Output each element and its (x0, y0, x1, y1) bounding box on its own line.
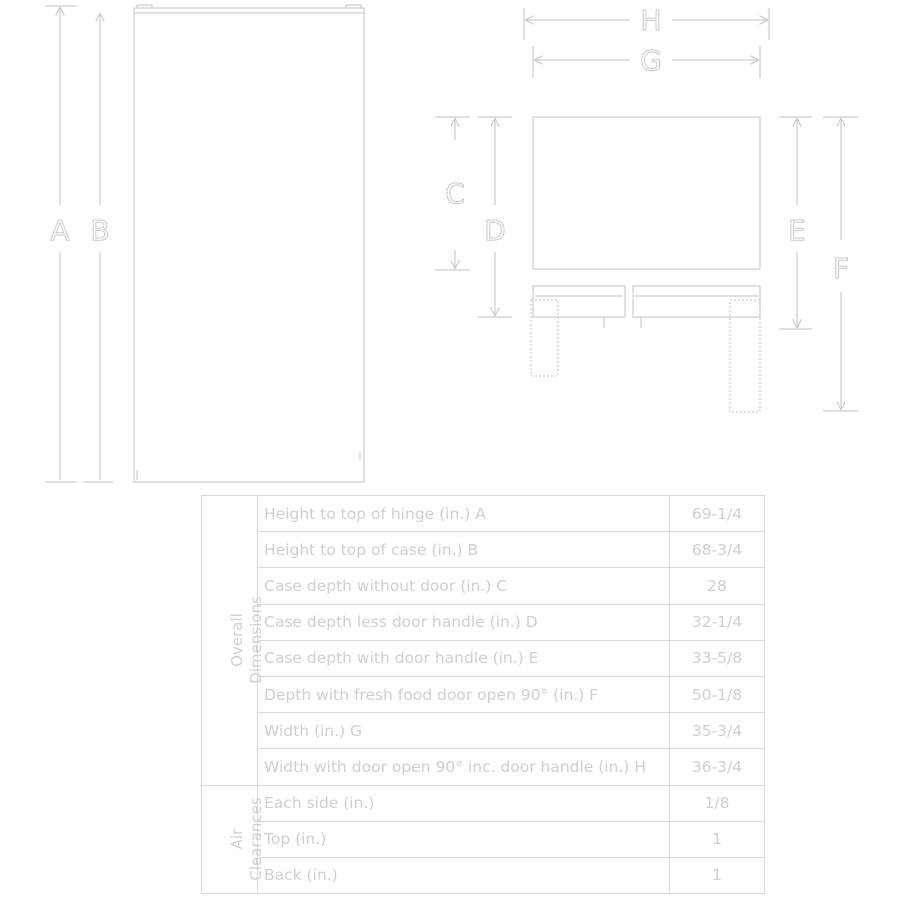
row-label: Height to top of case (in.) B (258, 532, 670, 568)
table-row (202, 713, 765, 749)
front-view (45, 5, 364, 482)
group-header-overall-dimensions (202, 496, 265, 786)
dimension-a (45, 6, 76, 482)
label-b: B (90, 214, 110, 247)
dimension-c (435, 117, 470, 270)
dimensions-table (201, 495, 765, 894)
air-clearances-group (202, 785, 765, 894)
group-header-air-clearances (202, 785, 265, 894)
dimension-d (478, 117, 512, 317)
dimension-g (533, 44, 760, 78)
label-a: A (50, 214, 70, 247)
row-label: Top (in.) (258, 821, 670, 857)
row-label: Case depth without door (in.) C (258, 568, 670, 604)
row-label: Depth with fresh food door open 90° (in.) F (258, 676, 670, 712)
row-value: 1 (670, 821, 765, 857)
row-value: 1 (670, 857, 765, 893)
label-f: F (832, 252, 850, 285)
label-e: E (788, 214, 806, 247)
row-label: Case depth with door handle (in.) E (258, 640, 670, 676)
table-row (202, 676, 765, 712)
table-row (202, 640, 765, 676)
table-row (202, 568, 765, 604)
table-row (202, 496, 765, 532)
table-row (202, 785, 765, 821)
row-value: 69-1/4 (670, 496, 765, 532)
label-d: D (484, 214, 506, 247)
row-label: Height to top of hinge (in.) A (258, 496, 670, 532)
top-view (435, 4, 858, 412)
row-value: 28 (670, 568, 765, 604)
dimension-h (524, 4, 769, 40)
row-value: 36-3/4 (670, 749, 765, 785)
table-row (202, 857, 765, 893)
refrigerator-top-outline (531, 117, 760, 412)
dimension-f (823, 117, 858, 411)
row-value: 68-3/4 (670, 532, 765, 568)
table-row (202, 749, 765, 785)
group-title: Air Clearances (228, 797, 265, 881)
row-value: 35-3/4 (670, 713, 765, 749)
table-row (202, 821, 765, 857)
table-row (202, 604, 765, 640)
dimension-e (779, 117, 812, 329)
row-label: Back (in.) (258, 857, 670, 893)
row-label: Width with door open 90° inc. door handle (in.) H (258, 749, 670, 785)
label-c: C (445, 177, 465, 210)
refrigerator-front-outline (134, 5, 364, 482)
row-label: Each side (in.) (258, 785, 670, 821)
label-g: G (640, 44, 662, 77)
row-label: Case depth less door handle (in.) D (258, 604, 670, 640)
overall-dimensions-group (202, 496, 765, 786)
row-value: 32-1/4 (670, 604, 765, 640)
group-title: Overall Dimensions (228, 596, 265, 685)
dimension-b (84, 14, 113, 482)
table-row (202, 532, 765, 568)
row-value: 1/8 (670, 785, 765, 821)
row-value: 50-1/8 (670, 676, 765, 712)
row-value: 33-5/8 (670, 640, 765, 676)
row-label: Width (in.) G (258, 713, 670, 749)
label-h: H (640, 4, 662, 37)
